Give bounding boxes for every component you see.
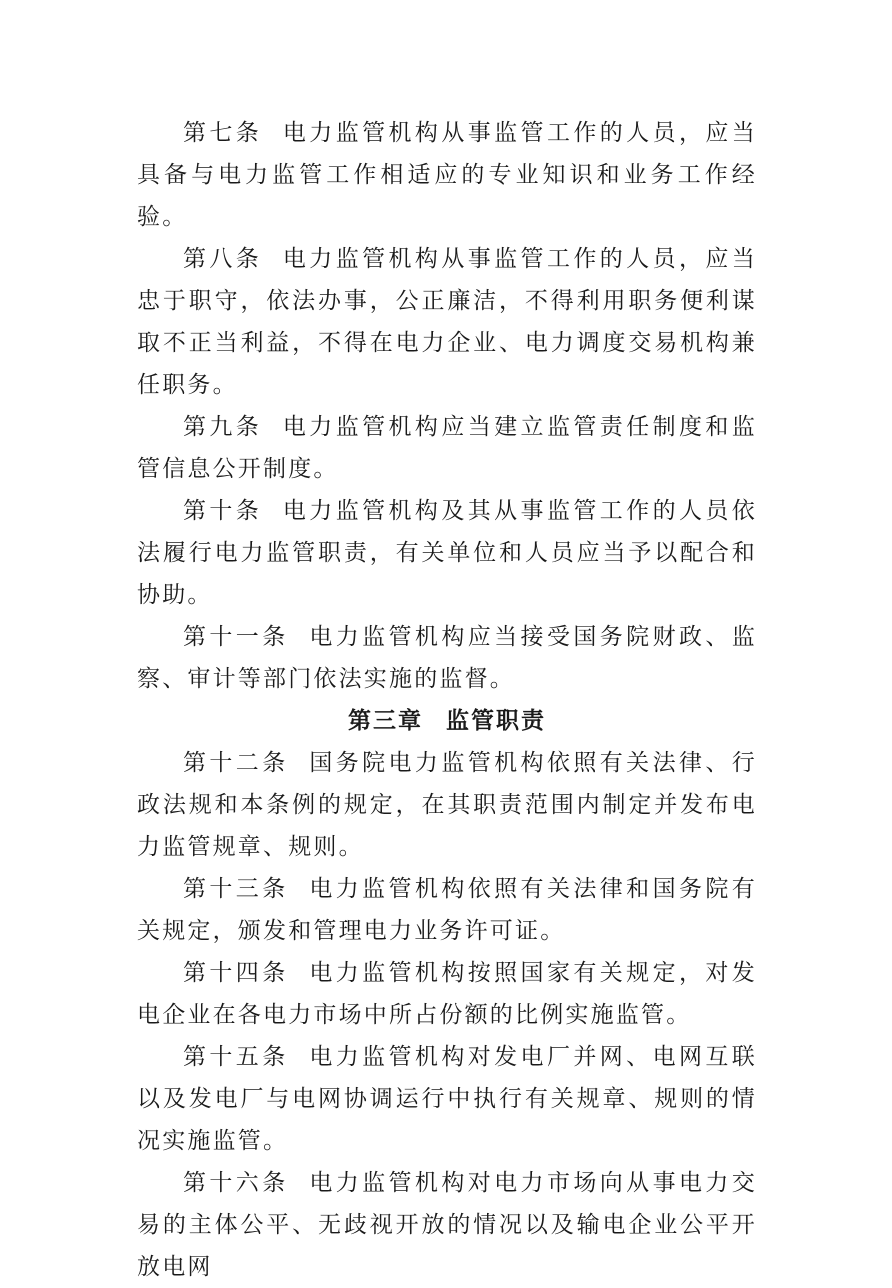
chapter-heading [137,700,757,742]
article-text: 电力监管机构从事监管工作的人员，应当忠于职守，依法办事，公正廉洁，不得利用职务便利谋取不正当利益，不得在电力企业、电力调度交易机构兼任职务。 [137,246,757,398]
article-9 [137,406,757,490]
article-text: 电力监管机构对发电厂并网、电网互联以及发电厂与电网协调运行中执行有关规章、规则的情况实施监管。 [137,1044,757,1154]
article-10 [137,490,757,616]
article-8 [137,238,757,406]
article-text: 电力监管机构及其从事监管工作的人员依法履行电力监管职责，有关单位和人员应当予以配合和协助。 [137,498,757,608]
article-text: 电力监管机构对电力市场向从事电力交易的主体公平、无歧视开放的情况以及输电企业公平开放电网 [137,1170,757,1280]
article-14 [137,952,757,1036]
article-text: 电力监管机构应当接受国务院财政、监察、审计等部门依法实施的监督。 [137,624,757,692]
article-number: 第七条 [183,120,263,146]
article-text: 电力监管机构从事监管工作的人员，应当具备与电力监管工作相适应的专业知识和业务工作经验。 [137,120,757,230]
article-number: 第十条 [183,498,263,524]
article-text: 电力监管机构依照有关法律和国务院有关规定，颁发和管理电力业务许可证。 [137,876,757,944]
article-16 [137,1162,757,1288]
article-number: 第十三条 [183,876,289,902]
article-number: 第十六条 [183,1170,289,1196]
article-text: 电力监管机构应当建立监管责任制度和监管信息公开制度。 [137,414,757,482]
article-number: 第十一条 [183,624,289,650]
article-7 [137,112,757,238]
article-number: 第十二条 [183,750,289,776]
article-number: 第十四条 [183,960,289,986]
article-text: 电力监管机构按照国家有关规定，对发电企业在各电力市场中所占份额的比例实施监管。 [137,960,757,1028]
article-number: 第十五条 [183,1044,289,1070]
article-15 [137,1036,757,1162]
chapter-title: 监管职责 [446,707,546,734]
article-11 [137,616,757,700]
article-text: 国务院电力监管机构依照有关法律、行政法规和本条例的规定，在其职责范围内制定并发布电力监管规章、规则。 [137,750,757,860]
document-body [137,112,757,1288]
article-12 [137,742,757,868]
article-number: 第八条 [183,246,263,272]
article-number: 第九条 [183,414,263,440]
article-13 [137,868,757,952]
chapter-number: 第三章 [348,707,423,734]
